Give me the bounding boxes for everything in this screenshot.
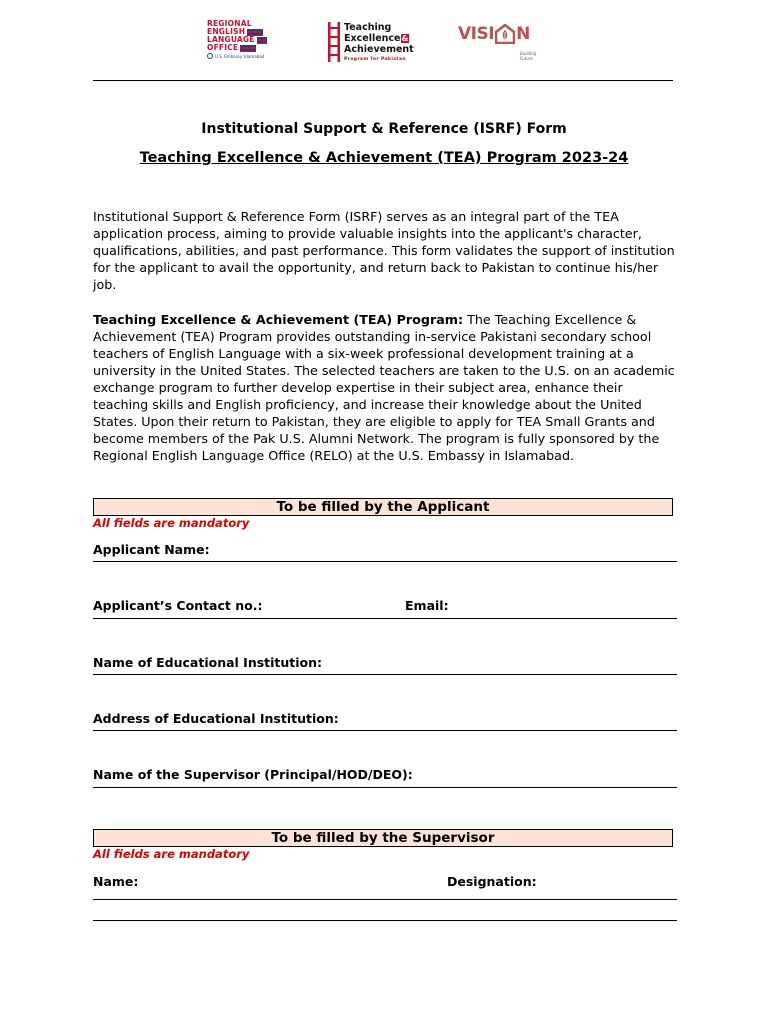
relo-logo [207,20,267,64]
applicant-contact-email-field[interactable] [93,618,677,619]
embassy-seal-icon [207,53,213,59]
relo-logo-line: ENGLISH [207,27,246,36]
supervisor-section-heading: To be filled by the Supervisor [93,829,673,847]
vision-logo-text: VISI [458,24,495,44]
house-emblem-icon [495,24,515,44]
tea-logo-line: Teaching [344,22,392,33]
relo-logo-line: REGIONAL [207,19,252,28]
tea-logo-line: Achievement [344,44,414,55]
form-title: Institutional Support & Reference (ISRF) Form [201,121,567,137]
vision-tagline: Building [520,51,537,56]
applicant-section-heading: To be filled by the Applicant [93,498,673,516]
supervisor-mandatory-note: All fields are mandatory [93,847,250,861]
supervisor-designation-label: Designation: [447,874,537,889]
vision-logo-text: N [516,24,530,44]
applicant-contact-label: Applicant’s Contact no.: [93,598,263,613]
tea-logo-subtext: Program for Pakistan [344,57,406,62]
applicant-name-field[interactable] [93,561,677,562]
applicant-name-label: Applicant Name: [93,542,210,557]
relo-logo-subtext: U.S. Embassy Islamabad [215,53,265,59]
supervisor-name-field[interactable] [93,787,677,788]
applicant-mandatory-note: All fields are mandatory [93,516,250,530]
tea-logo-ampersand: & [401,34,409,43]
institution-name-field[interactable] [93,674,677,675]
form-subtitle-text: Teaching Excellence & Achievement (TEA) Program 2023-24 [139,150,629,166]
header-divider [93,80,673,81]
relo-logo-line: LANGUAGE [207,35,255,44]
intro-paragraph: Institutional Support & Reference Form (ISRF) serves as an integral part of the TEA application process, aiming to provide valuable insights into the applicant's character, qualifications, abilities, and past performance. This form validates the support of institution for the applicant to avail the opportunity, and return back to Pakistan to continue his/her job. [93,209,675,292]
program-description-body: The Teaching Excellence & Achievement (TEA) Program provides outstanding in-service Pakistani secondary school teachers of English Language with a six-week professional development training at a university in the United States. The selected teachers are taken to the U.S. on an academic exchange program to further develop expertise in their subject area, enhance their teaching skills and English proficiency, and increase their knowledge about the United States. Upon their return to Pakistan, they are eligible to apply for TEA Small Grants and become members of the Pak U.S. Alumni Network. The program is fully sponsored by the Regional English Language Office (RELO) at the U.S. Embassy in Islamabad. [93,312,675,463]
institution-name-label: Name of Educational Institution: [93,655,323,670]
supervisor-name-designation-field[interactable] [93,899,677,900]
program-description-paragraph [93,311,677,464]
flag-stripes-icon [240,45,256,52]
relo-logo-line: OFFICE [207,43,239,52]
supervisor-name-label: Name of the Supervisor (Principal/HOD/DEO): [93,767,413,782]
form-subtitle [0,150,768,166]
institution-address-label: Address of Educational Institution: [93,711,339,726]
tea-logo-line: Excellence [344,33,401,44]
institution-address-field[interactable] [93,730,677,731]
applicant-email-label: Email: [405,598,449,613]
supervisor-extra-field[interactable] [93,920,677,921]
supervisor-own-name-label: Name: [93,874,139,889]
tea-logo [328,22,412,64]
vision-tagline: Future [520,56,533,61]
program-description-lead: Teaching Excellence & Achievement (TEA) Program: [93,312,464,327]
flag-stripes-icon [257,37,267,44]
vision-logo [458,24,548,64]
ladder-icon [328,22,340,62]
